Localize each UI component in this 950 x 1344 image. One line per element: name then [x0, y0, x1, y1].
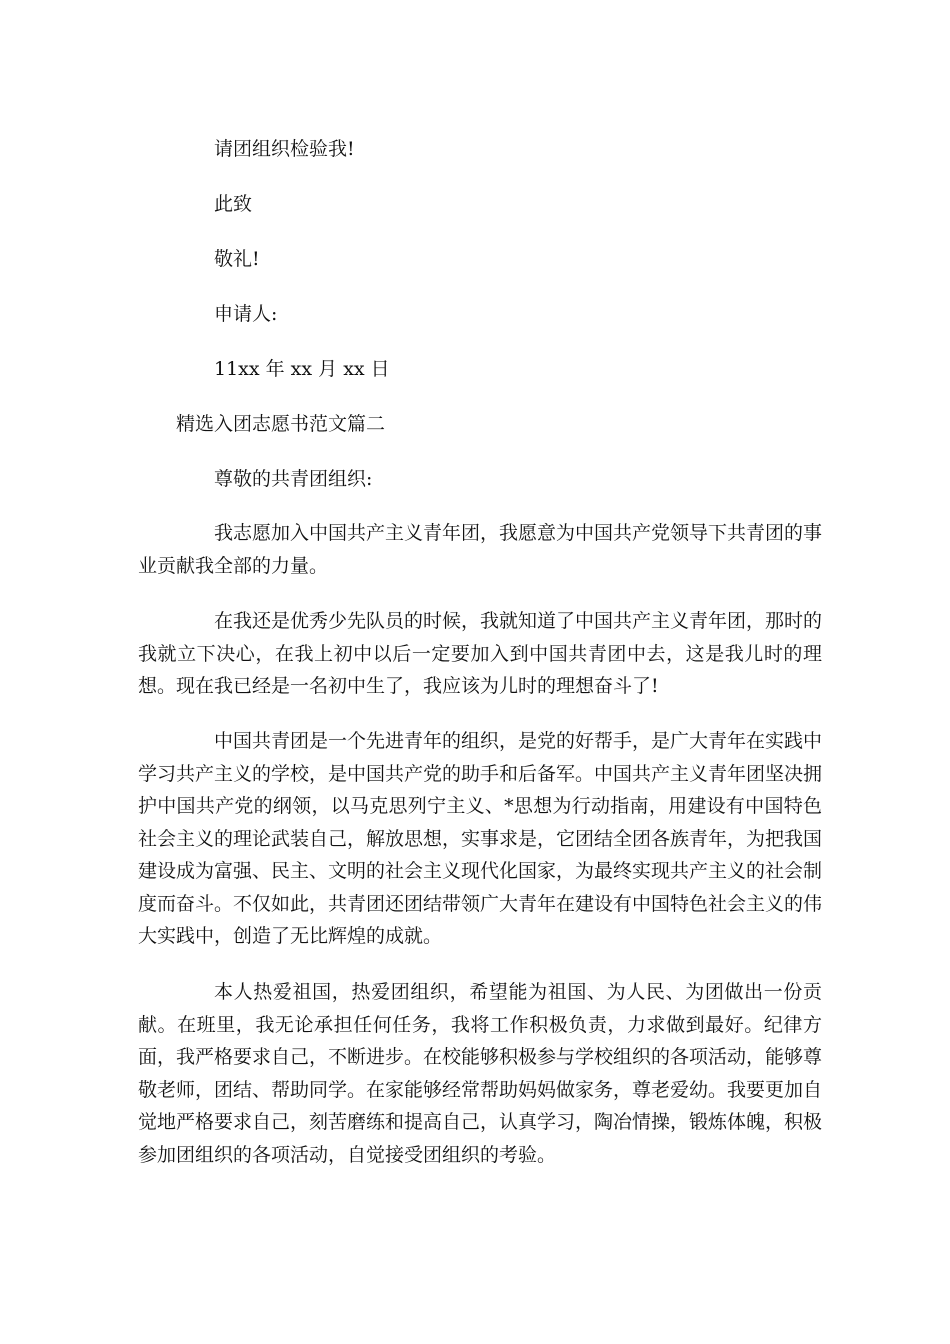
paragraph-4: 本人热爱祖国，热爱团组织，希望能为祖国、为人民、为团做出一份贡献。在班里，我无论承担任何任务，我将工作积极负责，力求做到最好。纪律方面，我严格要求自己，不断进步。在校能够积极参与学校组织的各项活动，能够尊敬老师，团结、帮助同学。在家能够经常帮助妈妈做家务，尊老爱幼。我要更加自觉地严格要求自己，刻苦磨练和提高自己，认真学习，陶冶情操，锻炼体魄，积极参加团组织的各项活动，自觉接受团组织的考验。 — [138, 981, 823, 1166]
closing-cizhi: 此致 — [214, 193, 253, 215]
closing-request: 请团组织检验我! — [214, 138, 355, 160]
paragraph-1: 我志愿加入中国共产主义青年团，我愿意为中国共产党领导下共青团的事业贡献我全部的力量。 — [138, 522, 823, 577]
salutation: 尊敬的共青团组织: — [214, 468, 373, 490]
closing-jingli: 敬礼! — [214, 248, 260, 270]
application-date: 11xx 年 xx 月 xx 日 — [214, 358, 390, 380]
paragraph-3: 中国共青团是一个先进青年的组织，是党的好帮手，是广大青年在实践中学习共产主义的学校，是中国共产党的助手和后备军。中国共产主义青年团坚决拥护中国共产党的纲领，以马克思列宁主义、*思想为行动指南，用建设有中国特色社会主义的理论武装自己，解放思想，实事求是，它团结全团各族青年，为把我国建设成为富强、民主、文明的社会主义现代化国家，为最终实现共产主义的社会制度而奋斗。不仅如此，共青团还团结带领广大青年在建设有中国特色社会主义的伟大实践中，创造了无比辉煌的成就。 — [138, 730, 823, 947]
section-title: 精选入团志愿书范文篇二 — [176, 413, 386, 435]
paragraph-2: 在我还是优秀少先队员的时候，我就知道了中国共产主义青年团，那时的我就立下决心，在我上初中以后一定要加入到中国共青团中去，这是我儿时的理想。现在我已经是一名初中生了，我应该为儿时的理想奋斗了! — [138, 610, 823, 697]
applicant-label: 申请人: — [214, 303, 278, 325]
